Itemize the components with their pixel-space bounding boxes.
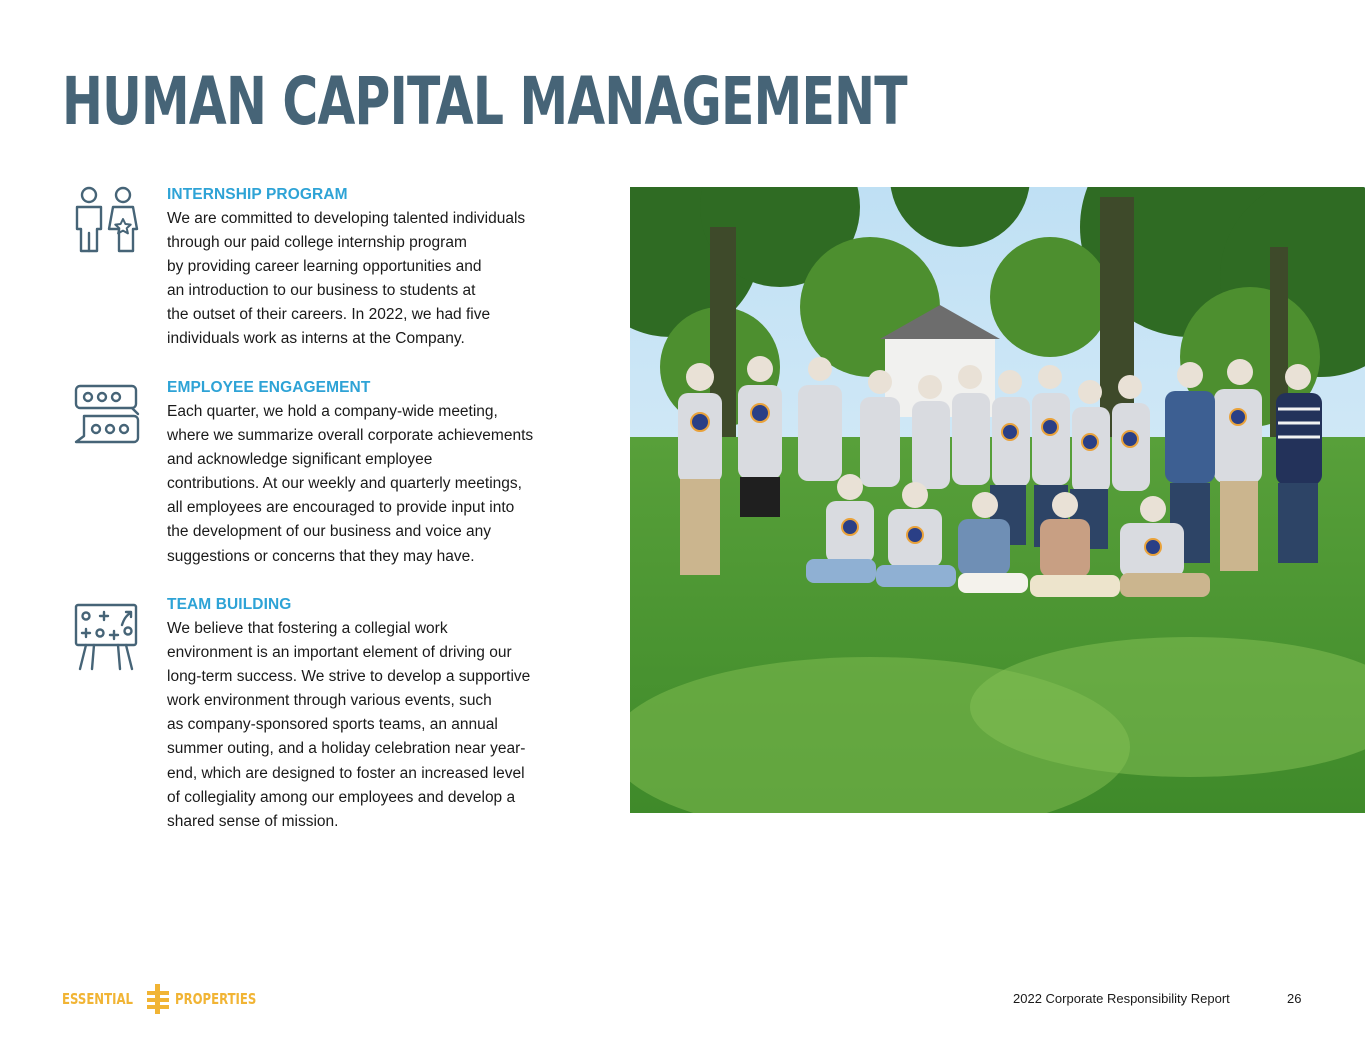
body-line: We believe that fostering a collegial work	[167, 620, 448, 637]
section-heading: TEAM BUILDING	[167, 596, 292, 613]
logo-word-left: ESSENTIAL	[62, 990, 133, 1008]
logo-word-right: PROPERTIES	[174, 990, 257, 1008]
section-team-building	[0, 595, 600, 835]
body-line: suggestions or concerns that they may have.	[167, 547, 475, 565]
section-heading: EMPLOYEE ENGAGEMENT	[167, 379, 371, 396]
page-number: 26	[1287, 991, 1302, 1006]
essential-properties-logo	[62, 984, 279, 1014]
section-heading: INTERNSHIP PROGRAM	[167, 186, 348, 203]
body-line: an introduction to our business to students at	[167, 282, 476, 300]
strategy-board-icon	[72, 603, 140, 671]
body-line: of collegiality among our employees and develop a	[167, 788, 516, 806]
body-line: summer outing, and a holiday celebration near year-	[167, 740, 526, 758]
body-line: all employees are encouraged to provide input into	[167, 499, 515, 517]
body-line: individuals work as interns at the Company.	[167, 330, 465, 348]
section-employee-engagement	[0, 378, 600, 568]
section-body	[167, 617, 567, 834]
body-line: the outset of their careers. In 2022, we had five	[167, 306, 491, 324]
section-body	[167, 207, 567, 352]
body-line: contributions. At our weekly and quarterly meetings,	[167, 475, 522, 493]
body-line: where we summarize overall corporate achievements	[167, 427, 534, 445]
body-line: through our paid college internship program	[167, 234, 467, 252]
body-line: Each quarter, we hold a company-wide meeting,	[167, 403, 498, 420]
body-line: We are committed to developing talented individuals	[167, 210, 526, 227]
section-internship-program	[0, 185, 600, 355]
chat-bubbles-icon	[72, 384, 140, 452]
team-group-photo	[630, 187, 1365, 813]
body-line: by providing career learning opportunities and	[167, 258, 482, 276]
logo-mark-icon	[145, 984, 171, 1014]
body-line: end, which are designed to foster an increased level	[167, 764, 525, 782]
interns-icon	[72, 185, 140, 253]
body-line: long-term success. We strive to develop a supportive	[167, 668, 531, 686]
body-line: and acknowledge significant employee	[167, 451, 433, 469]
body-line: as company-sponsored sports teams, an annual	[167, 716, 498, 734]
report-title: 2022 Corporate Responsibility Report	[1013, 991, 1230, 1006]
body-line: the development of our business and voice any	[167, 523, 491, 541]
body-line: environment is an important element of driving our	[167, 644, 512, 662]
body-line: work environment through various events, such	[167, 692, 492, 710]
section-body	[167, 400, 567, 569]
body-line: shared sense of mission.	[167, 812, 339, 830]
page-title: HUMAN CAPITAL MANAGEMENT	[62, 63, 907, 140]
